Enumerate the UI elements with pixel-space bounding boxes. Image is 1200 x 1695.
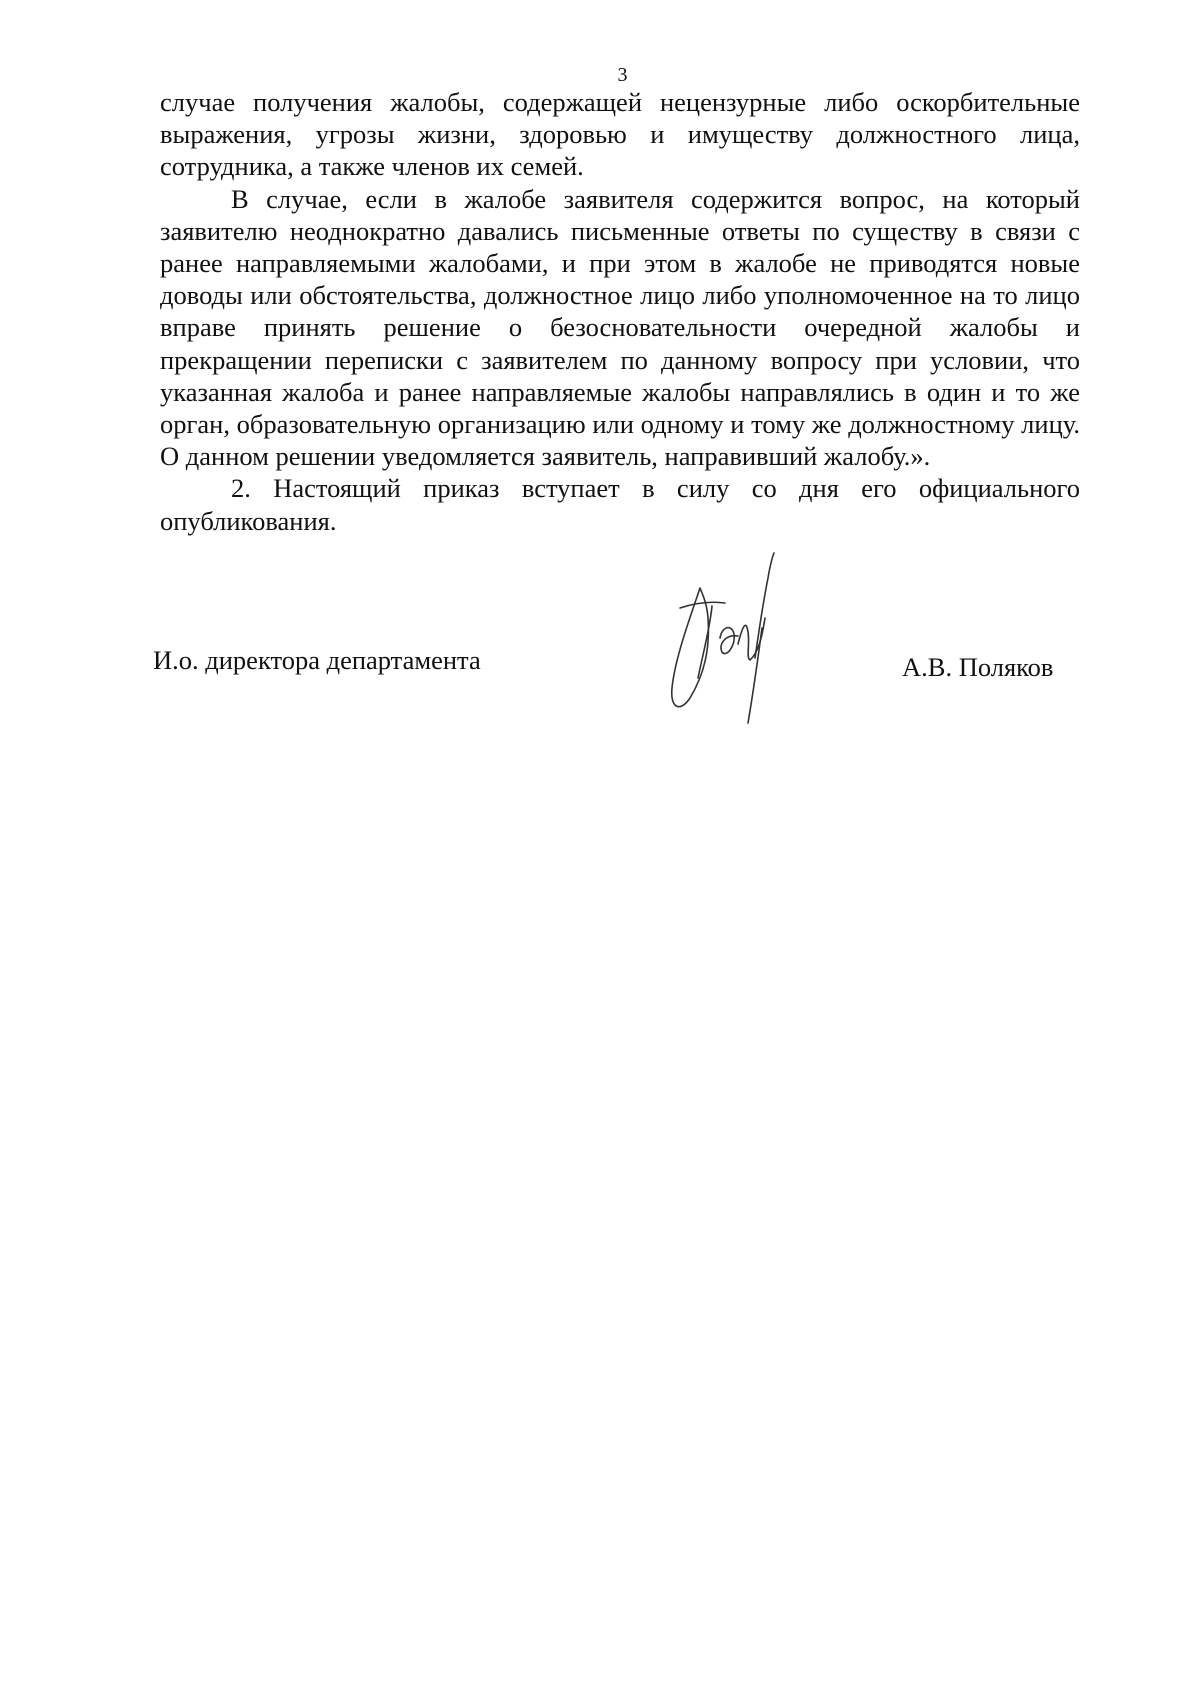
paragraph-repeat-complaint: В случае, если в жалобе заявителя содержится вопрос, на который заявителю неоднократно давались письменные ответы по существу в связи с ранее направляемыми жалобами, и при этом в жалобе не приводятся новые доводы или обстоятельства, должностное лицо либо уполномоченное на то лицо вправе принять решение о безосновательности очередной жалобы и прекращении переписки с заявителем по данному вопросу при условии, что указанная жалоба и ранее направляемые жалобы направлялись в один и то же орган, образовательную организацию или одному и тому же должностному лицу. О данном решении уведомляется заявитель, направивший жалобу.». — [160, 183, 1080, 472]
signatory-title: И.о. директора департамента — [153, 645, 481, 675]
document-body — [160, 86, 1080, 537]
paragraph-continuation: случае получения жалобы, содержащей нецензурные либо оскорбительные выражения, угрозы жизни, здоровью и имуществу должностного лица, сотрудника, а также членов их семей. — [160, 87, 1080, 182]
handwritten-signature-icon — [650, 548, 820, 728]
paragraph-effective-date: 2. Настоящий приказ вступает в силу со дня его официального опубликования. — [160, 473, 1080, 536]
page-number: 3 — [617, 64, 628, 86]
signatory-name: А.В. Поляков — [902, 652, 1054, 682]
